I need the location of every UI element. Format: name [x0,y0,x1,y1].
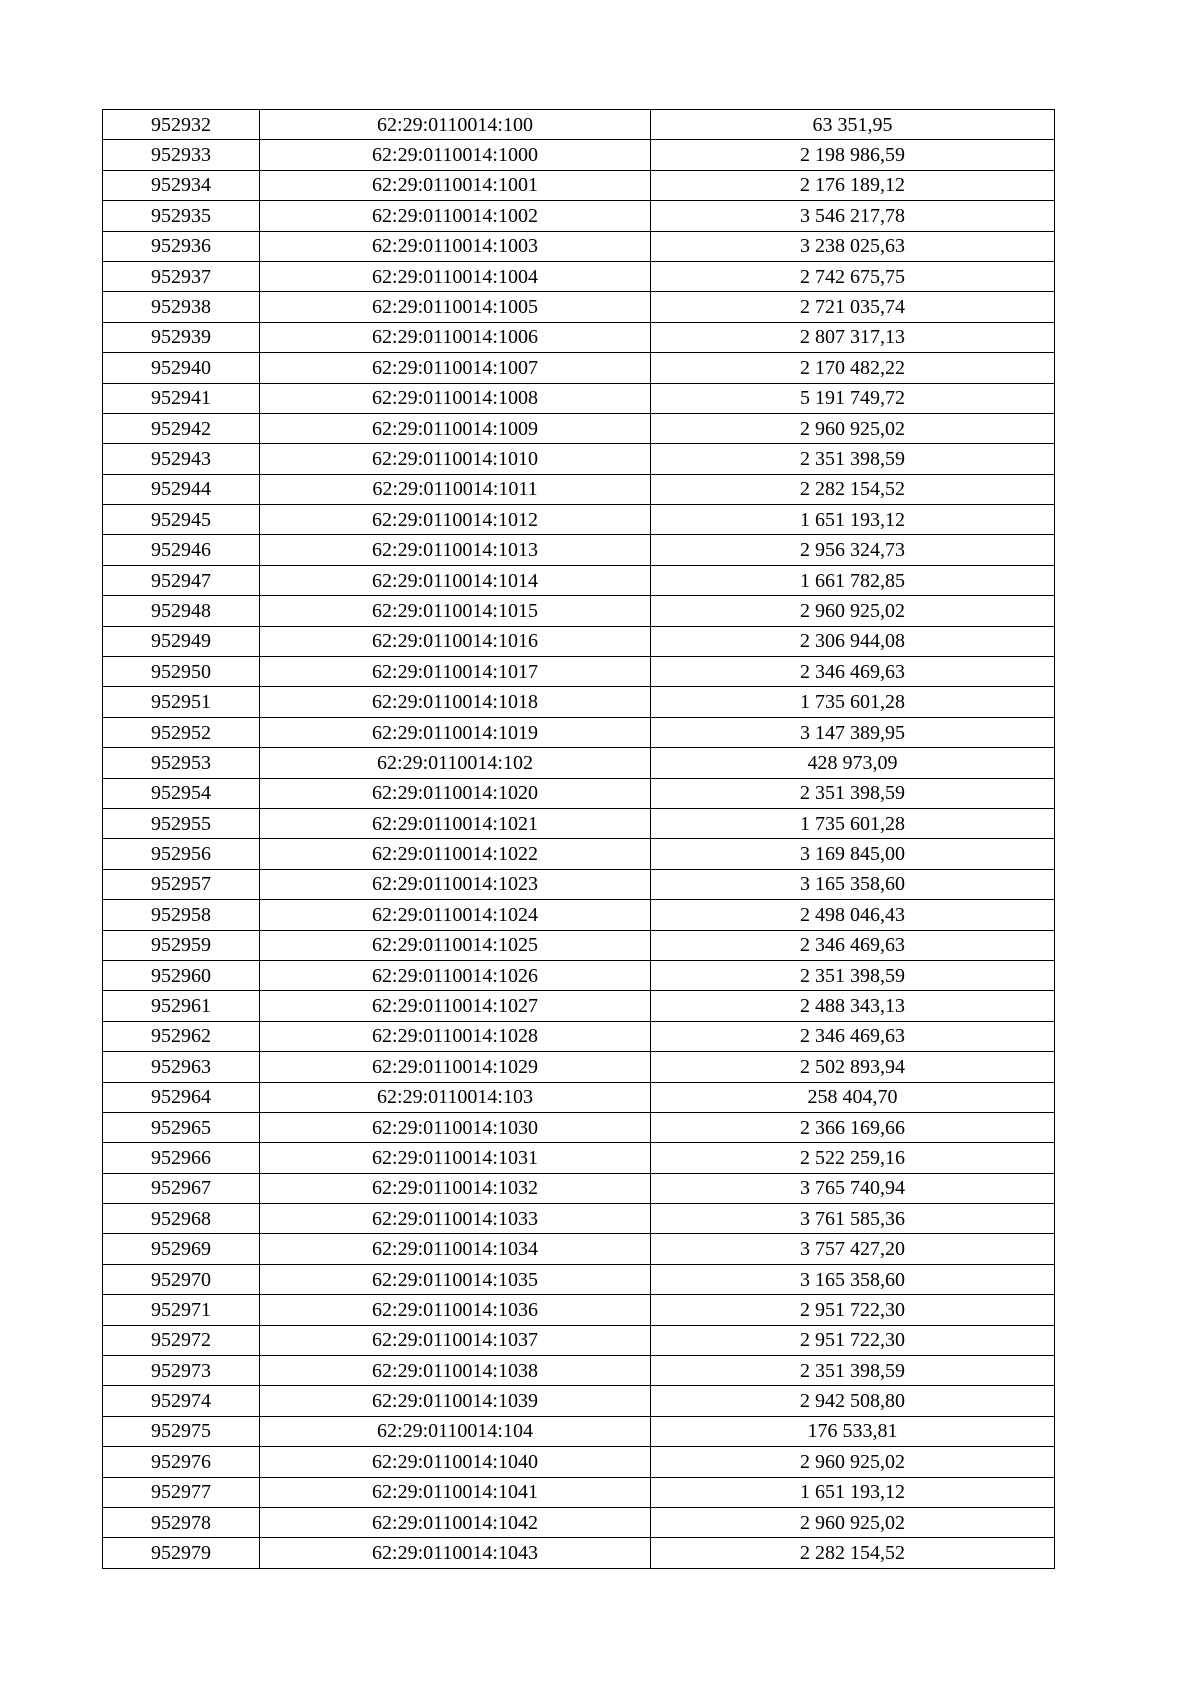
cadastral-value-cell: 1 651 193,12 [651,505,1055,535]
table-row [103,1507,1055,1537]
row-number-cell: 952970 [103,1264,260,1294]
cadastral-number-cell: 62:29:0110014:1028 [260,1021,651,1051]
cadastral-number-cell: 62:29:0110014:1033 [260,1204,651,1234]
table-row [103,839,1055,869]
row-number-cell: 952977 [103,1477,260,1507]
row-number-cell: 952939 [103,322,260,352]
table-row [103,1538,1055,1568]
table-row [103,1356,1055,1386]
cadastral-value-cell: 2 282 154,52 [651,1538,1055,1568]
row-number-cell: 952961 [103,991,260,1021]
table-row [103,110,1055,140]
table-row [103,261,1055,291]
table-row [103,1447,1055,1477]
table-row [103,930,1055,960]
cadastral-number-cell: 62:29:0110014:1031 [260,1143,651,1173]
table-row [103,474,1055,504]
cadastral-value-cell: 2 960 925,02 [651,596,1055,626]
cadastral-number-cell: 62:29:0110014:1030 [260,1112,651,1142]
row-number-cell: 952975 [103,1416,260,1446]
table-row [103,596,1055,626]
cadastral-number-cell: 62:29:0110014:100 [260,110,651,140]
cadastral-value-cell: 2 807 317,13 [651,322,1055,352]
cadastral-number-cell: 62:29:0110014:103 [260,1082,651,1112]
table-row [103,1143,1055,1173]
table-row [103,292,1055,322]
cadastral-number-cell: 62:29:0110014:1014 [260,565,651,595]
cadastral-value-cell: 2 351 398,59 [651,1356,1055,1386]
cadastral-number-cell: 62:29:0110014:1018 [260,687,651,717]
cadastral-value-cell: 2 346 469,63 [651,930,1055,960]
row-number-cell: 952954 [103,778,260,808]
cadastral-number-cell: 62:29:0110014:1041 [260,1477,651,1507]
table-row [103,322,1055,352]
cadastral-value-table [102,109,1055,1569]
cadastral-value-cell: 2 721 035,74 [651,292,1055,322]
cadastral-value-cell: 2 960 925,02 [651,1447,1055,1477]
cadastral-value-cell: 2 351 398,59 [651,444,1055,474]
cadastral-value-cell: 1 661 782,85 [651,565,1055,595]
cadastral-number-cell: 62:29:0110014:1015 [260,596,651,626]
row-number-cell: 952946 [103,535,260,565]
row-number-cell: 952967 [103,1173,260,1203]
cadastral-value-cell: 2 522 259,16 [651,1143,1055,1173]
row-number-cell: 952962 [103,1021,260,1051]
row-number-cell: 952951 [103,687,260,717]
cadastral-value-cell: 1 735 601,28 [651,808,1055,838]
cadastral-number-cell: 62:29:0110014:1023 [260,869,651,899]
cadastral-value-cell: 3 165 358,60 [651,869,1055,899]
cadastral-number-cell: 62:29:0110014:1005 [260,292,651,322]
cadastral-number-cell: 62:29:0110014:1025 [260,930,651,960]
table-row [103,170,1055,200]
cadastral-value-cell: 3 169 845,00 [651,839,1055,869]
row-number-cell: 952949 [103,626,260,656]
row-number-cell: 952943 [103,444,260,474]
table-body [103,110,1055,1569]
table-row [103,444,1055,474]
table-row [103,413,1055,443]
cadastral-number-cell: 62:29:0110014:1027 [260,991,651,1021]
cadastral-value-cell: 428 973,09 [651,748,1055,778]
row-number-cell: 952947 [103,565,260,595]
row-number-cell: 952955 [103,808,260,838]
cadastral-number-cell: 62:29:0110014:1008 [260,383,651,413]
row-number-cell: 952936 [103,231,260,261]
cadastral-value-cell: 2 351 398,59 [651,778,1055,808]
row-number-cell: 952964 [103,1082,260,1112]
row-number-cell: 952958 [103,900,260,930]
row-number-cell: 952941 [103,383,260,413]
table-row [103,1021,1055,1051]
row-number-cell: 952978 [103,1507,260,1537]
table-row [103,626,1055,656]
cadastral-value-cell: 1 651 193,12 [651,1477,1055,1507]
table-row [103,657,1055,687]
cadastral-number-cell: 62:29:0110014:1036 [260,1295,651,1325]
row-number-cell: 952969 [103,1234,260,1264]
row-number-cell: 952938 [103,292,260,322]
table-row [103,1082,1055,1112]
table-row [103,748,1055,778]
table-row [103,778,1055,808]
cadastral-number-cell: 62:29:0110014:1010 [260,444,651,474]
row-number-cell: 952950 [103,657,260,687]
cadastral-value-cell: 2 960 925,02 [651,1507,1055,1537]
cadastral-value-cell: 2 951 722,30 [651,1295,1055,1325]
cadastral-number-cell: 62:29:0110014:1042 [260,1507,651,1537]
cadastral-value-cell: 258 404,70 [651,1082,1055,1112]
table-row [103,1173,1055,1203]
row-number-cell: 952934 [103,170,260,200]
cadastral-value-cell: 2 176 189,12 [651,170,1055,200]
row-number-cell: 952971 [103,1295,260,1325]
row-number-cell: 952959 [103,930,260,960]
cadastral-value-cell: 3 761 585,36 [651,1204,1055,1234]
row-number-cell: 952968 [103,1204,260,1234]
cadastral-number-cell: 62:29:0110014:1011 [260,474,651,504]
table-row [103,869,1055,899]
cadastral-number-cell: 62:29:0110014:1019 [260,717,651,747]
table-row [103,1264,1055,1294]
cadastral-value-cell: 3 147 389,95 [651,717,1055,747]
cadastral-value-cell: 2 742 675,75 [651,261,1055,291]
table-row [103,353,1055,383]
cadastral-number-cell: 62:29:0110014:1017 [260,657,651,687]
row-number-cell: 952942 [103,413,260,443]
cadastral-number-cell: 62:29:0110014:1021 [260,808,651,838]
table-row [103,1416,1055,1446]
cadastral-value-cell: 3 546 217,78 [651,201,1055,231]
row-number-cell: 952972 [103,1325,260,1355]
row-number-cell: 952960 [103,960,260,990]
table-row [103,687,1055,717]
cadastral-number-cell: 62:29:0110014:1003 [260,231,651,261]
cadastral-number-cell: 62:29:0110014:1043 [260,1538,651,1568]
table-row [103,383,1055,413]
cadastral-value-cell: 5 191 749,72 [651,383,1055,413]
cadastral-value-cell: 63 351,95 [651,110,1055,140]
row-number-cell: 952973 [103,1356,260,1386]
cadastral-number-cell: 62:29:0110014:1007 [260,353,651,383]
cadastral-value-cell: 2 198 986,59 [651,140,1055,170]
cadastral-value-cell: 2 346 469,63 [651,1021,1055,1051]
cadastral-number-cell: 62:29:0110014:1038 [260,1356,651,1386]
cadastral-number-cell: 62:29:0110014:1039 [260,1386,651,1416]
row-number-cell: 952956 [103,839,260,869]
cadastral-value-cell: 176 533,81 [651,1416,1055,1446]
cadastral-value-cell: 2 170 482,22 [651,353,1055,383]
cadastral-value-cell: 2 960 925,02 [651,413,1055,443]
cadastral-number-cell: 62:29:0110014:1020 [260,778,651,808]
cadastral-number-cell: 62:29:0110014:1016 [260,626,651,656]
row-number-cell: 952952 [103,717,260,747]
row-number-cell: 952933 [103,140,260,170]
table-row [103,1386,1055,1416]
table-row [103,900,1055,930]
cadastral-number-cell: 62:29:0110014:1034 [260,1234,651,1264]
table-row [103,717,1055,747]
cadastral-value-cell: 2 488 343,13 [651,991,1055,1021]
cadastral-number-cell: 62:29:0110014:1006 [260,322,651,352]
table-row [103,1052,1055,1082]
cadastral-value-cell: 3 238 025,63 [651,231,1055,261]
cadastral-value-cell: 2 956 324,73 [651,535,1055,565]
cadastral-number-cell: 62:29:0110014:102 [260,748,651,778]
cadastral-value-cell: 3 757 427,20 [651,1234,1055,1264]
table-row [103,1112,1055,1142]
row-number-cell: 952944 [103,474,260,504]
row-number-cell: 952937 [103,261,260,291]
cadastral-value-cell: 3 765 740,94 [651,1173,1055,1203]
row-number-cell: 952953 [103,748,260,778]
cadastral-number-cell: 62:29:0110014:1012 [260,505,651,535]
cadastral-value-cell: 2 351 398,59 [651,960,1055,990]
table-row [103,535,1055,565]
cadastral-number-cell: 62:29:0110014:1029 [260,1052,651,1082]
row-number-cell: 952932 [103,110,260,140]
table-row [103,808,1055,838]
cadastral-number-cell: 62:29:0110014:1013 [260,535,651,565]
cadastral-number-cell: 62:29:0110014:1022 [260,839,651,869]
row-number-cell: 952940 [103,353,260,383]
table-row [103,565,1055,595]
cadastral-number-cell: 62:29:0110014:104 [260,1416,651,1446]
cadastral-number-cell: 62:29:0110014:1009 [260,413,651,443]
row-number-cell: 952963 [103,1052,260,1082]
table-row [103,960,1055,990]
row-number-cell: 952935 [103,201,260,231]
row-number-cell: 952966 [103,1143,260,1173]
cadastral-value-cell: 1 735 601,28 [651,687,1055,717]
table-row [103,1234,1055,1264]
cadastral-value-cell: 2 951 722,30 [651,1325,1055,1355]
cadastral-number-cell: 62:29:0110014:1040 [260,1447,651,1477]
table-row [103,1325,1055,1355]
cadastral-value-cell: 2 498 046,43 [651,900,1055,930]
cadastral-value-cell: 2 366 169,66 [651,1112,1055,1142]
cadastral-value-cell: 2 942 508,80 [651,1386,1055,1416]
cadastral-number-cell: 62:29:0110014:1001 [260,170,651,200]
table-row [103,140,1055,170]
table-row [103,231,1055,261]
cadastral-number-cell: 62:29:0110014:1024 [260,900,651,930]
table-row [103,505,1055,535]
table-row [103,201,1055,231]
row-number-cell: 952948 [103,596,260,626]
cadastral-value-cell: 3 165 358,60 [651,1264,1055,1294]
cadastral-value-cell: 2 502 893,94 [651,1052,1055,1082]
cadastral-value-cell: 2 306 944,08 [651,626,1055,656]
row-number-cell: 952957 [103,869,260,899]
cadastral-number-cell: 62:29:0110014:1004 [260,261,651,291]
table-row [103,1204,1055,1234]
row-number-cell: 952945 [103,505,260,535]
cadastral-number-cell: 62:29:0110014:1035 [260,1264,651,1294]
cadastral-number-cell: 62:29:0110014:1037 [260,1325,651,1355]
row-number-cell: 952976 [103,1447,260,1477]
cadastral-number-cell: 62:29:0110014:1032 [260,1173,651,1203]
table-row [103,991,1055,1021]
cadastral-value-cell: 2 346 469,63 [651,657,1055,687]
cadastral-number-cell: 62:29:0110014:1000 [260,140,651,170]
table-row [103,1477,1055,1507]
row-number-cell: 952974 [103,1386,260,1416]
cadastral-value-cell: 2 282 154,52 [651,474,1055,504]
cadastral-number-cell: 62:29:0110014:1002 [260,201,651,231]
row-number-cell: 952965 [103,1112,260,1142]
row-number-cell: 952979 [103,1538,260,1568]
table-row [103,1295,1055,1325]
cadastral-number-cell: 62:29:0110014:1026 [260,960,651,990]
